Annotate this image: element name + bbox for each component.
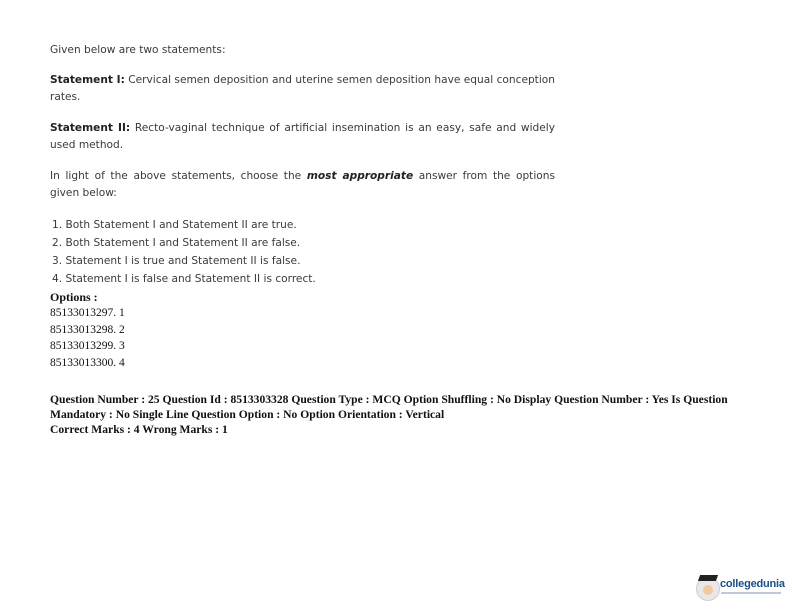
instruction-before: In light of the above statements, choose the [50,170,307,182]
metadata-line-2: Correct Marks : 4 Wrong Marks : 1 [50,423,228,436]
question-metadata [50,392,740,437]
statement-2-text: Recto-vaginal technique of artificial insemination is an easy, safe and widely used method. [50,122,555,151]
option-id-item: 85133013298. 2 [50,323,125,336]
answer-item-1: 1. Both Statement I and Statement II are true. [52,219,297,231]
collegedunia-logo [696,575,786,607]
statement-2-label: Statement II: [50,122,131,134]
instruction-after: answer from the options given below: [50,170,555,199]
statement-1-text: Cervical semen deposition and uterine semen deposition have equal conception rates. [50,74,555,103]
options-heading: Options : [50,290,98,304]
option-id-item: 85133013300. 4 [50,356,125,369]
intro-text: Given below are two statements: [50,44,226,56]
statement-2 [50,120,555,154]
statement-1 [50,72,555,106]
metadata-line-1: Question Number : 25 Question Id : 8513303328 Question Type : MCQ Option Shuffling : No Display Question Number : Yes Is Question Mandatory : No Single Line Question Option : No Option Orientation : Vertical [50,393,728,421]
answer-item-3: 3. Statement I is true and Statement II is false. [52,255,301,267]
graduate-mascot-icon [696,577,720,601]
logo-wordmark: collegedunia [720,578,785,590]
statement-1-label: Statement I: [50,74,125,86]
option-id-list [50,305,125,371]
option-id-item: 85133013299. 3 [50,340,125,352]
instruction-emphasis: most appropriate [306,170,414,182]
answer-item-4: 4. Statement I is false and Statement II is correct. [52,273,316,285]
logo-tagline-bar [721,592,781,594]
option-id-item: 85133013297. 1 [50,307,125,319]
answer-list [52,216,316,288]
answer-item-2: 2. Both Statement I and Statement II are false. [52,237,301,249]
instruction-text [50,168,555,202]
